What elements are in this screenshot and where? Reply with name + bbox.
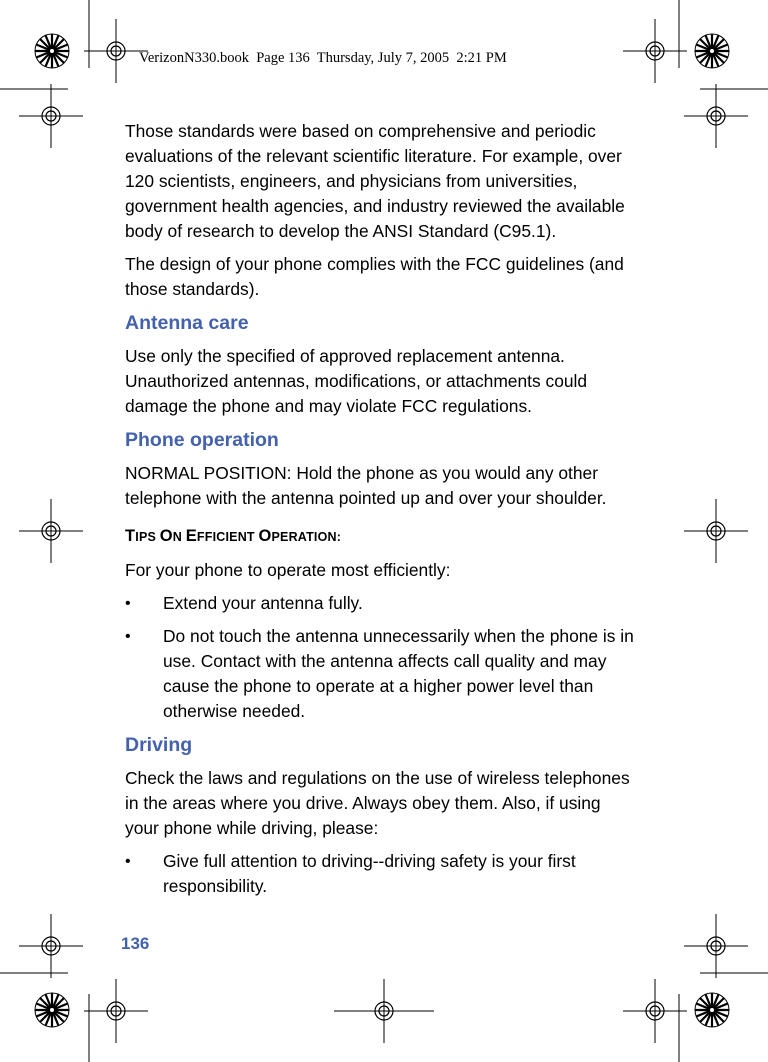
bullet-icon: • (125, 595, 131, 612)
bullet-icon: • (125, 628, 131, 645)
print-header-stamp: VerizonN330.book Page 136 Thursday, July 7, 2005 2:21 PM (139, 50, 507, 66)
page-content (125, 119, 635, 899)
paragraph-antenna-care: Use only the specified of approved replacement antenna. Unauthorized antennas, modifications, or attachments could damage the phone and may violate FCC regulations. (125, 346, 588, 416)
heading-phone-operation: Phone operation (125, 429, 279, 451)
paragraph-normal-position: NORMAL POSITION: Hold the phone as you would any other telephone with the antenna pointed up and over your shoulder. (125, 463, 607, 508)
heading-driving: Driving (125, 734, 193, 756)
list-item-text: Give full attention to driving--driving safety is your first responsibility. (163, 851, 576, 896)
paragraph-tips-intro: For your phone to operate most efficiently: (125, 560, 451, 580)
list-item (125, 591, 635, 616)
subheading-tips (125, 524, 635, 550)
page-number: 136 (121, 934, 150, 953)
list-item-text: Extend your antenna fully. (163, 593, 363, 613)
list-item (125, 849, 635, 899)
tips-heading-text: TIPS ON EFFICIENT OPERATION: (125, 527, 342, 545)
bullet-icon: • (125, 853, 131, 870)
paragraph-compliance: The design of your phone complies with the FCC guidelines (and those standards). (125, 254, 624, 299)
list-item-text: Do not touch the antenna unnecessarily when the phone is in use. Contact with the antenna affects call quality and may cause the phone to operate at a higher power level than otherwise needed. (163, 626, 634, 721)
paragraph-driving: Check the laws and regulations on the use of wireless telephones in the areas where you drive. Always obey them. Also, if using your phone while driving, please: (125, 768, 630, 838)
heading-antenna-care: Antenna care (125, 312, 249, 334)
list-item (125, 624, 635, 724)
paragraph-standards: Those standards were based on comprehensive and periodic evaluations of the relevant scientific literature. For example, over 120 scientists, engineers, and physicians from universities, government health agencies, and industry reviewed the available body of research to develop the ANSI Standard (C95.1). (125, 121, 625, 241)
